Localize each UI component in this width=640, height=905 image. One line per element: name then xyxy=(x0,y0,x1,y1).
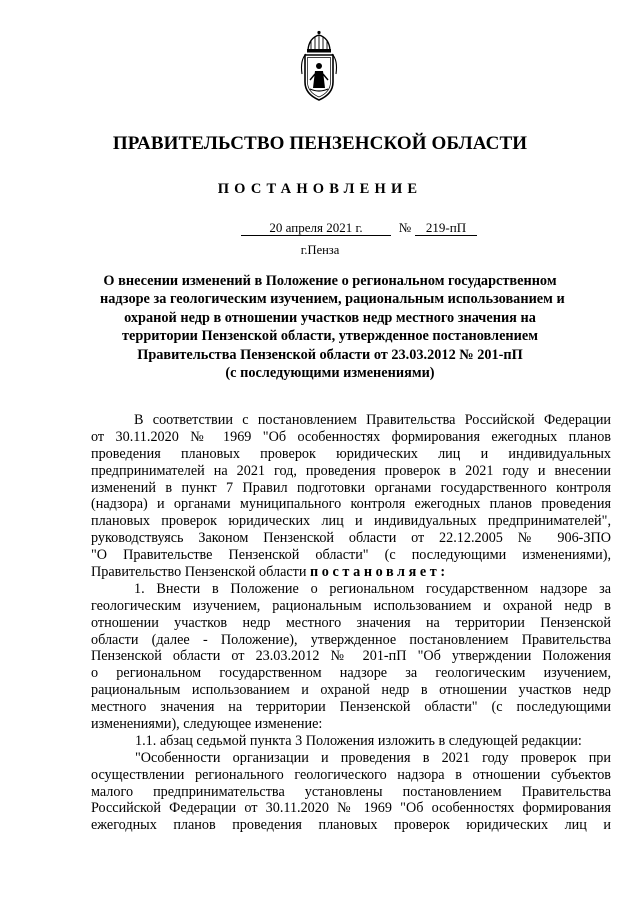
body-line: о региональном государственном надзоре за геологическим изучением, xyxy=(91,665,611,682)
body-line: геологическим изучением, рациональным использованием и охраной недр в xyxy=(91,597,611,614)
body-line: области (далее - Положение), утвержденное постановлением Правительства xyxy=(91,631,611,648)
document-number: 219-пП xyxy=(415,220,477,236)
number-sign: № xyxy=(398,220,412,235)
heading-line: О внесении изменений в Положение о региональном государственном xyxy=(103,273,557,289)
body-line: отношении участков недр местного значения на территории Пензенской xyxy=(91,614,611,631)
heading-line: территории Пензенской области, утвержденное постановлением xyxy=(122,328,538,345)
body-line: от 30.11.2020 № 1969 "Об особенностях формирования ежегодных планов xyxy=(91,428,611,445)
body-line: руководствуясь Законом Пензенской области от 22.12.2005 № 906-ЗПО xyxy=(91,530,611,547)
heading-line: надзоре за геологическим изучением, рациональным использованием и xyxy=(100,291,565,308)
date-number-line xyxy=(241,220,477,238)
body-line: рациональным использованием и охраной недр в отношении участков недр xyxy=(91,682,611,699)
document-type: ПОСТАНОВЛЕНИЕ xyxy=(217,181,423,197)
heading-line: охраной недр в отношении участков недр местного значения на xyxy=(124,309,536,326)
body-line: "О Правительстве Пензенской области" (с последующими изменениями), xyxy=(91,547,611,564)
heading-line: Правительства Пензенской области от 23.03.2012 № 201-пП xyxy=(137,346,523,363)
resolves-word: постановляет: xyxy=(310,564,449,581)
body-line: 1.1. абзац седьмой пункта 3 Положения изложить в следующей редакции: xyxy=(135,732,582,749)
coat-of-arms-emblem xyxy=(294,30,344,104)
body-line: плановых проверок юридических лиц и индивидуальных предпринимателей", xyxy=(91,513,611,530)
body-line: малого предпринимательства установлены постановлением Правительства xyxy=(91,783,611,800)
body-line: Пензенской области от 23.03.2012 № 201-пП "Об утверждении Положения xyxy=(91,648,611,665)
issue-city: г.Пенза xyxy=(300,243,340,257)
body-line: (надзора) и органами муниципального контроля ежегодных планов проведения xyxy=(91,496,611,513)
body-line: В соответствии с постановлением Правительства Российской Федерации xyxy=(134,412,611,428)
body-line: изменениями), следующее изменение: xyxy=(91,716,323,733)
body-line: предпринимателей на 2021 год, проведения проверок в 2021 году и внесении xyxy=(91,462,611,479)
heading-line: (с последующими изменениями) xyxy=(225,365,435,382)
body-line: "Особенности организации и проведения в 2021 году проверок при xyxy=(135,749,611,766)
body-line: Российской Федерации от 30.11.2020 № 1969 "Об особенностях формирования xyxy=(91,800,611,817)
body-line: изменений в пункт 7 Правил подготовки органами государственного контроля xyxy=(91,479,611,496)
organization-title: ПРАВИТЕЛЬСТВО ПЕНЗЕНСКОЙ ОБЛАСТИ xyxy=(112,133,528,154)
body-line xyxy=(91,564,611,581)
body-line: 1. Внести в Положение о региональном государственном надзоре за xyxy=(134,580,611,597)
body-line: ежегодных планов проведения плановых проверок юридических лиц и xyxy=(91,817,611,834)
body-line: местного значения на территории Пензенской области" (с последующими xyxy=(91,699,611,716)
document-body xyxy=(91,412,611,834)
body-line: осуществлении регионального геологического надзора в отношении субъектов xyxy=(91,766,611,783)
body-line-text: Правительство Пензенской области xyxy=(91,564,307,581)
document-date: 20 апреля 2021 г. xyxy=(241,220,391,236)
body-line: проведения плановых проверок юридических лиц и индивидуальных xyxy=(91,445,611,462)
document-heading xyxy=(100,272,565,382)
